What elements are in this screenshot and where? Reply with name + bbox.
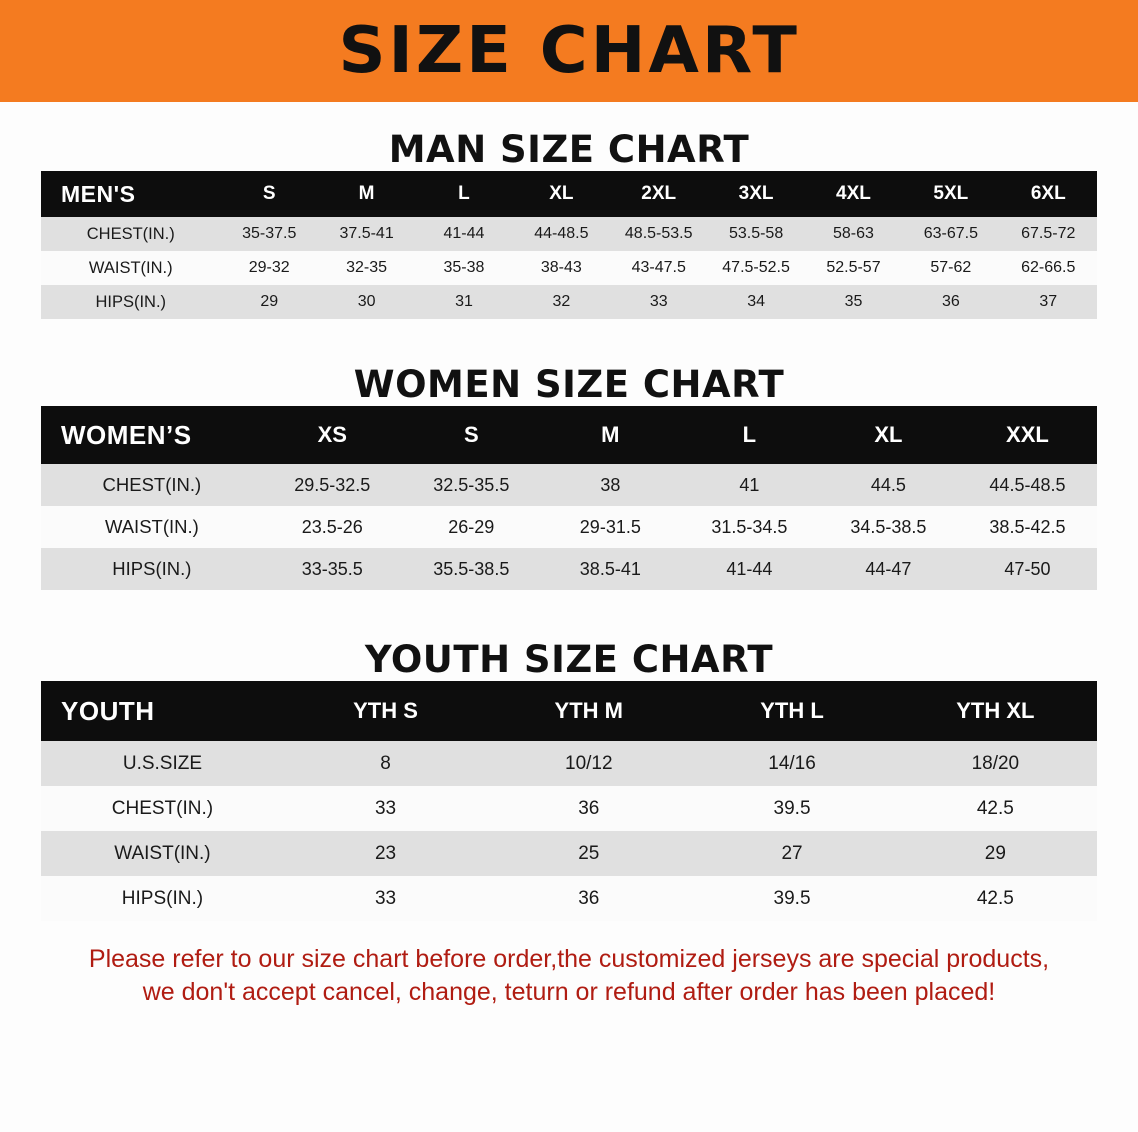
- man-table-body: [41, 217, 1097, 319]
- youth-table-body: [41, 741, 1097, 921]
- youth-table-header: [41, 681, 1097, 741]
- youth-row-label: U.S.SIZE: [122, 752, 203, 774]
- table-row: [41, 548, 1097, 590]
- youth-column-header: YTH L: [760, 698, 824, 723]
- man-cell: 63-67.5: [923, 225, 978, 242]
- man-row-label: CHEST(IN.): [86, 224, 175, 243]
- youth-cell: 36: [578, 797, 600, 819]
- women-cell: 26-29: [448, 516, 495, 537]
- man-cell: 29: [260, 293, 279, 310]
- man-cell: 35-38: [443, 259, 485, 276]
- table-row: [41, 831, 1097, 876]
- man-column-header: S: [262, 183, 276, 204]
- man-cell: 58-63: [833, 225, 874, 242]
- women-cell: 34.5-38.5: [850, 516, 927, 537]
- man-cell: 29-32: [248, 259, 290, 276]
- women-table-body: [41, 464, 1097, 590]
- women-cell: 38.5-42.5: [989, 516, 1066, 537]
- man-section-heading: MAN SIZE CHART: [388, 128, 750, 171]
- youth-table-corner-label: YOUTH: [61, 695, 155, 726]
- man-cell: 43-47.5: [631, 259, 686, 276]
- youth-row-label: HIPS(IN.): [121, 887, 204, 909]
- youth-column-header: YTH M: [554, 698, 623, 723]
- man-cell: 44-48.5: [534, 225, 589, 242]
- women-column-header: XS: [317, 422, 347, 447]
- man-column-header: M: [358, 183, 375, 204]
- page-banner: [0, 0, 1138, 102]
- page-title: SIZE CHART: [338, 14, 800, 88]
- youth-cell: 33: [374, 797, 397, 819]
- man-cell: 67.5-72: [1021, 225, 1076, 242]
- youth-row-label: CHEST(IN.): [111, 797, 214, 819]
- women-column-header: M: [601, 422, 620, 447]
- table-row: [41, 217, 1097, 251]
- man-table-wrap: [41, 171, 1097, 319]
- man-column-header: 2XL: [641, 183, 677, 204]
- women-cell: 23.5-26: [301, 516, 363, 537]
- youth-cell: 10/12: [565, 752, 613, 774]
- man-cell: 53.5-58: [728, 225, 784, 242]
- women-row-label: WAIST(IN.): [104, 516, 199, 537]
- man-cell: 34: [747, 293, 765, 310]
- women-column-header: XXL: [1006, 422, 1049, 447]
- women-cell: 44.5-48.5: [989, 474, 1066, 495]
- youth-cell: 23: [374, 842, 397, 864]
- man-cell: 35: [844, 293, 863, 310]
- table-row: [41, 251, 1097, 285]
- man-cell: 62-66.5: [1021, 259, 1076, 276]
- man-cell: 30: [357, 293, 376, 310]
- man-table-corner-label: MEN'S: [61, 180, 136, 207]
- women-row-label: HIPS(IN.): [112, 558, 192, 579]
- man-cell: 31: [455, 293, 473, 310]
- youth-cell: 25: [578, 842, 600, 864]
- man-cell: 52.5-57: [826, 259, 881, 276]
- youth-cell: 14/16: [768, 752, 816, 774]
- youth-table-wrap: [41, 681, 1097, 921]
- note-line-1: Please refer to our size chart before order,the customized jerseys are special products,: [88, 945, 1050, 973]
- man-row-label: WAIST(IN.): [88, 258, 173, 277]
- man-column-header: L: [458, 183, 470, 204]
- table-row: [41, 285, 1097, 319]
- man-cell: 41-44: [443, 225, 485, 242]
- table-row: [41, 786, 1097, 831]
- youth-section-heading: YOUTH SIZE CHART: [364, 638, 774, 681]
- women-cell: 31.5-34.5: [711, 516, 788, 537]
- man-cell: 32-35: [346, 259, 388, 276]
- women-cell: 41: [739, 474, 760, 495]
- women-section-heading: WOMEN SIZE CHART: [353, 363, 785, 406]
- women-cell: 44.5: [870, 474, 906, 495]
- youth-column-header: YTH S: [353, 698, 418, 723]
- women-table-header: [41, 406, 1097, 464]
- man-cell: 38-43: [540, 259, 582, 276]
- youth-cell: 33: [374, 887, 397, 909]
- man-size-table: [41, 171, 1097, 319]
- youth-size-table: [41, 681, 1097, 921]
- man-cell: 35-37.5: [242, 225, 297, 242]
- women-cell: 47-50: [1004, 558, 1051, 579]
- women-cell: 33-35.5: [301, 558, 363, 579]
- women-cell: 38: [600, 474, 621, 495]
- women-cell: 29.5-32.5: [294, 474, 371, 495]
- women-cell: 29-31.5: [579, 516, 641, 537]
- man-cell: 57-62: [930, 259, 972, 276]
- table-header-row: [41, 171, 1097, 217]
- man-column-header: 4XL: [836, 183, 871, 204]
- women-cell: 38.5-41: [579, 558, 641, 579]
- youth-row-label: WAIST(IN.): [114, 842, 211, 864]
- women-column-header: XL: [874, 422, 903, 447]
- man-row-label: HIPS(IN.): [95, 292, 167, 311]
- man-cell: 32: [552, 293, 571, 310]
- youth-cell: 8: [380, 752, 391, 774]
- man-column-header: 5XL: [933, 183, 969, 204]
- table-row: [41, 464, 1097, 506]
- youth-cell: 29: [984, 842, 1006, 864]
- women-column-header: S: [463, 422, 479, 447]
- women-cell: 44-47: [865, 558, 912, 579]
- man-cell: 48.5-53.5: [624, 225, 693, 242]
- women-cell: 41-44: [726, 558, 773, 579]
- youth-cell: 39.5: [773, 797, 811, 819]
- table-row: [41, 876, 1097, 921]
- man-cell: 33: [649, 293, 668, 310]
- women-row-label: CHEST(IN.): [102, 474, 202, 495]
- man-column-header: 6XL: [1030, 183, 1066, 204]
- youth-cell: 36: [578, 887, 600, 909]
- youth-column-header: YTH XL: [956, 698, 1035, 723]
- man-table-header: [41, 171, 1097, 217]
- man-column-header: 3XL: [738, 183, 774, 204]
- women-table-corner-label: WOMEN’S: [61, 419, 192, 450]
- youth-cell: 42.5: [976, 797, 1014, 819]
- youth-cell: 27: [781, 842, 803, 864]
- man-cell: 36: [941, 293, 960, 310]
- women-table-wrap: [41, 406, 1097, 590]
- table-header-row: [41, 681, 1097, 741]
- man-cell: 37.5-41: [339, 225, 394, 242]
- youth-cell: 18/20: [971, 752, 1020, 774]
- table-row: [41, 506, 1097, 548]
- women-column-header: L: [742, 422, 757, 447]
- man-column-header: XL: [549, 183, 574, 204]
- man-cell: 37: [1039, 293, 1058, 310]
- note-line-2: we don't accept cancel, change, teturn or refund after order has been placed!: [142, 978, 996, 1006]
- women-cell: 35.5-38.5: [433, 558, 510, 579]
- youth-cell: 39.5: [773, 887, 811, 909]
- man-cell: 47.5-52.5: [722, 259, 790, 276]
- youth-cell: 42.5: [976, 887, 1014, 909]
- women-size-table: [41, 406, 1097, 590]
- women-cell: 32.5-35.5: [433, 474, 510, 495]
- table-header-row: [41, 406, 1097, 464]
- table-row: [41, 741, 1097, 786]
- order-policy-note: [39, 943, 1099, 1009]
